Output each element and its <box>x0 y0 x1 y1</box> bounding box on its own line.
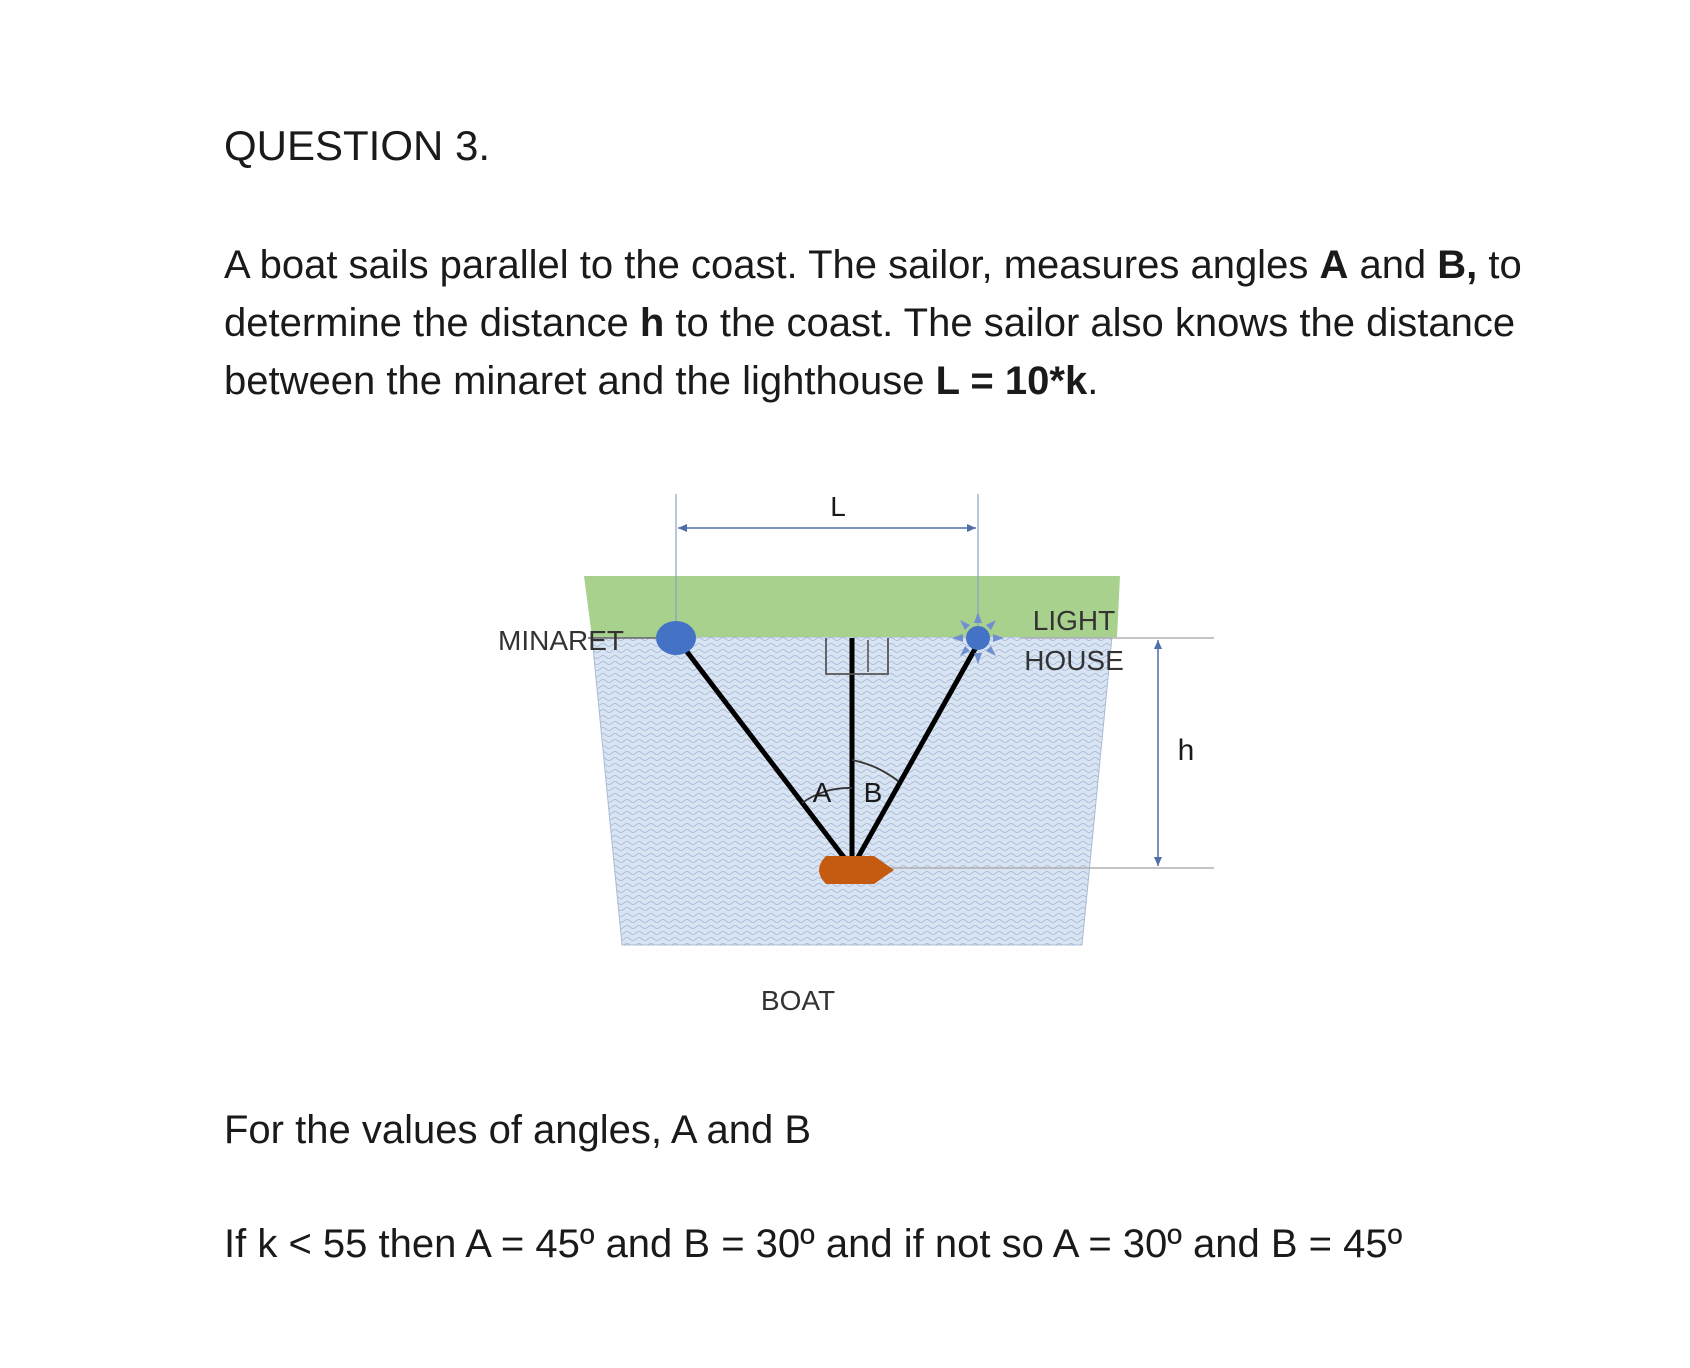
label-boat: BOAT <box>760 985 836 1016</box>
label-minaret: MINARET <box>498 625 624 656</box>
intro-text-1: A boat sails parallel to the coast. The sailor, measures angles <box>224 243 1320 287</box>
label-house: HOUSE <box>1024 645 1124 676</box>
intro-angle-b: B, <box>1437 243 1478 287</box>
intro-text-5: . <box>1087 359 1099 403</box>
intro-text-3: to determine the distance <box>224 243 1522 345</box>
intro-angle-a: A <box>1319 243 1349 287</box>
label-angle-b: B <box>863 777 883 808</box>
label-light: LIGHT <box>1032 605 1116 636</box>
angle-condition: If k < 55 then A = 45º and B = 30º and if not so A = 30º and B = 45º <box>224 1222 1403 1266</box>
intro-text-2: and <box>1348 243 1438 287</box>
label-l: L <box>830 491 846 522</box>
label-h: h <box>1177 734 1195 767</box>
minaret-icon <box>656 621 696 655</box>
intro-text-4: to the coast. The sailor also knows the distance between the minaret and the lighthouse <box>224 301 1516 403</box>
values-intro: For the values of angles, A and B <box>224 1108 812 1152</box>
question-title: QUESTION 3. <box>224 122 491 169</box>
label-angle-a: A <box>812 777 832 808</box>
intro-l-formula: L = 10*k <box>935 359 1088 403</box>
intro-h: h <box>639 301 665 345</box>
